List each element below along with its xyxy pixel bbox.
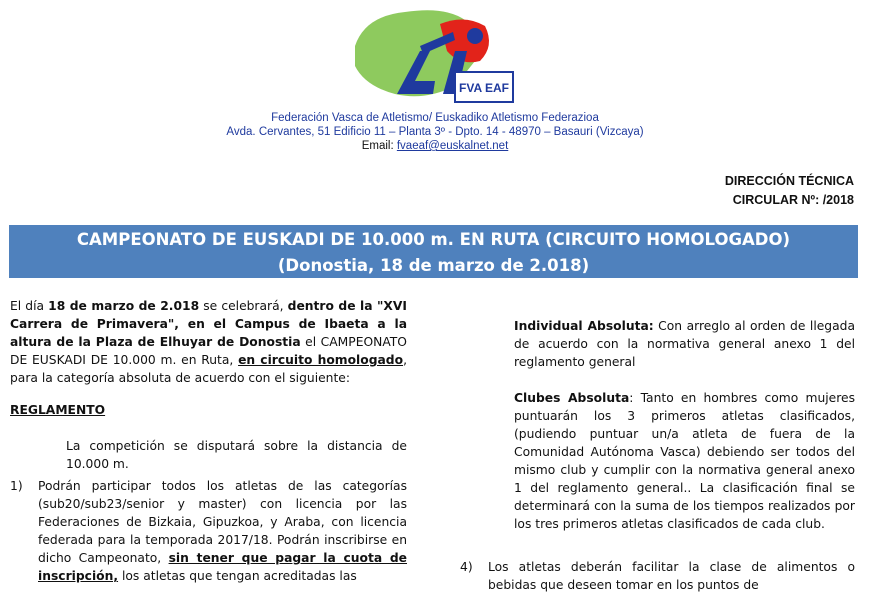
rule-item-4 xyxy=(460,558,855,594)
intro-text-1: El día xyxy=(10,299,49,313)
intro-text-4: , para la categoría absoluta de acuerdo con el siguiente: xyxy=(10,353,407,385)
clubes-absoluta xyxy=(514,389,855,533)
rule-text: Los atletas deberán facilitar la clase de alimentos o bebidas que deseen tomar en los puntos de xyxy=(488,560,855,592)
individual-absoluta xyxy=(514,317,855,371)
rule-number: 4) xyxy=(460,560,473,574)
federation-address: Avda. Cervantes, 51 Edificio 11 – Planta 3º - Dpto. 14 - 48970 – Basauri (Vizcaya) xyxy=(226,126,644,138)
email-label: Email: xyxy=(361,140,397,152)
rule-item-1 xyxy=(10,477,407,585)
direction-tecnica: DIRECCIÓN TÉCNICA xyxy=(724,174,854,188)
intro-circuit: en circuito homologado xyxy=(238,353,404,367)
intro-text-2: se celebrará, xyxy=(199,299,288,313)
clubes-label: Clubes Absoluta xyxy=(514,391,630,405)
email-link[interactable]: fvaeaf@euskalnet.net xyxy=(396,140,509,152)
rule1-text-a: Podrán participar todos los atletas de las categorías (sub20/sub23/senior y master) con licencia por las Federaciones de Bizkaia, Gipuzkoa, y Araba, con licencia federada para la temporada 2017/18. Podrán inscribirse en dicho Campeonato, xyxy=(38,479,407,565)
rule1-text-c: los atletas que tengan acreditadas las xyxy=(118,569,357,583)
rule-number: 1) xyxy=(10,479,23,493)
rule1-text-b: sin tener que pagar la cuota de inscripción, xyxy=(38,551,407,583)
left-column xyxy=(10,297,407,585)
intro-text-3: el CAMPEONATO DE EUSKADI DE 10.000 m. en Ruta, xyxy=(10,335,407,367)
direction-block xyxy=(725,172,854,210)
logo-text: FVA EAF xyxy=(459,81,509,95)
intro-date: 18 de marzo de 2.018 xyxy=(48,299,200,313)
reglamento-heading: REGLAMENTO xyxy=(10,403,106,417)
banner-subtitle: (Donostia, 18 de marzo de 2.018) xyxy=(277,256,590,275)
intro-paragraph xyxy=(10,297,407,387)
banner-title: CAMPEONATO DE EUSKADI DE 10.000 m. EN RUTA (CIRCUITO HOMOLOGADO) xyxy=(76,230,791,249)
title-banner xyxy=(9,225,858,278)
right-column xyxy=(514,317,855,533)
clubes-text: : Tanto en hombres como mujeres puntuarán los 3 primeros atletas clasificados, (pudiendo puntuar un/a atleta de fuera de la Comunidad Autónoma Vasca) debiendo ser todos del mismo club y cumplir con la normativa general anexo 1 del reglamento general.. La clasificación final se determinará con la suma de los tiempos realizados por los tres primeros atletas clasificados de cada club. xyxy=(514,391,855,531)
circular-number: CIRCULAR Nº: /2018 xyxy=(732,193,854,207)
federation-email-line xyxy=(0,139,870,153)
individual-label: Individual Absoluta: xyxy=(514,319,654,333)
federation-name: Federación Vasca de Atletismo/ Euskadiko Atletismo Federazioa xyxy=(271,112,599,124)
individual-text: Con arreglo al orden de llegada de acuerdo con la normativa general anexo 1 del reglamento general xyxy=(514,319,855,369)
fva-eaf-logo xyxy=(335,6,525,111)
distance-paragraph: La competición se disputará sobre la distancia de 10.000 m. xyxy=(66,439,407,471)
rule-text xyxy=(38,477,407,585)
intro-location: dentro de la "XVI Carrera de Primavera", en el Campus de Ibaeta a la altura de la Plaza de Elhuyar de Donostia xyxy=(10,299,407,349)
logo-runner-head xyxy=(467,28,483,44)
